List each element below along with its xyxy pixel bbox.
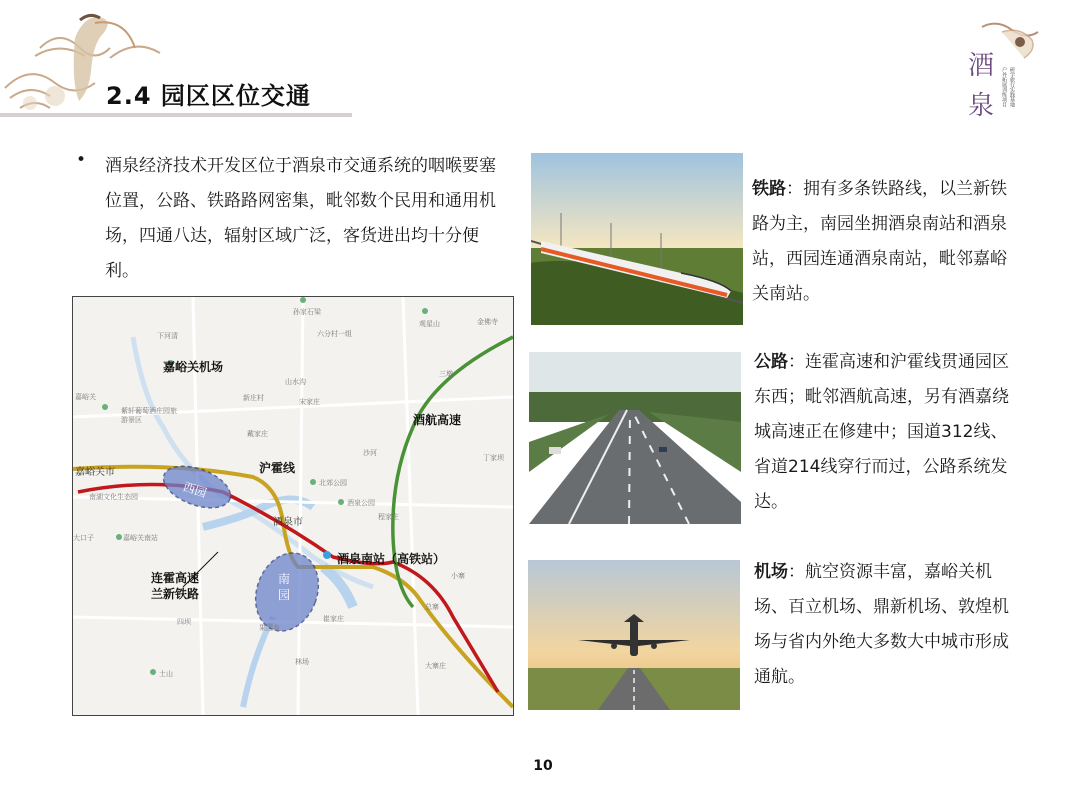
railway-description xyxy=(752,172,1014,312)
map-small-label: 土山 xyxy=(159,670,173,678)
highway-heading: 公路 xyxy=(754,352,788,372)
map-small-label: 崔家庄 xyxy=(323,615,344,623)
title-underline xyxy=(0,113,352,117)
intro-paragraph: 酒泉经济技术开发区位于酒泉市交通系统的咽喉要塞位置，公路、铁路路网密集，毗邻数个民用和通用机场，四通八达，辐射区域广泛，客货进出均十分便利。 xyxy=(105,156,496,281)
highway-description xyxy=(754,345,1016,520)
map-label-jiuhang: 酒航高速 xyxy=(413,413,462,427)
svg-text:户外拓展训练项目: 户外拓展训练项目 xyxy=(1001,67,1007,107)
map-label-jiayuguan-city: 嘉峪关市 xyxy=(75,467,115,478)
map-small-label: 金佛寺 xyxy=(477,318,498,326)
map-small-label: 新庄村 xyxy=(243,394,264,402)
map-small-label: 沙河 xyxy=(363,449,377,457)
map-small-label: 丁家坝 xyxy=(483,454,504,462)
map-label-airport: 嘉峪关机场 xyxy=(163,360,224,374)
page-number: 10 xyxy=(533,758,553,774)
svg-text:研学旅行实践基地: 研学旅行实践基地 xyxy=(1009,67,1015,107)
map-label-south-park: 南园 xyxy=(278,572,291,602)
railway-photo xyxy=(531,153,743,325)
map-label-west-park: 西园 xyxy=(181,479,209,501)
svg-text:泉: 泉 xyxy=(968,91,995,121)
railway-body: ：拥有多条铁路线，以兰新铁路为主，南园坐拥酒泉南站和酒泉站，西园连通酒泉南站，毗邻嘉峪关南站。 xyxy=(752,179,1007,304)
map-small-label: 紫轩葡萄酒庄园旅游景区 xyxy=(121,407,177,424)
map-label-huhuo: 沪霍线 xyxy=(259,461,296,475)
highway-photo xyxy=(529,352,741,524)
intro-bullet: • xyxy=(76,150,87,170)
map-small-label: 程家庄 xyxy=(378,513,399,521)
svg-text:酒: 酒 xyxy=(968,51,995,81)
jiuquan-logo xyxy=(962,22,1040,134)
airport-heading: 机场 xyxy=(754,562,788,582)
map-small-label: 南湖文化生态园 xyxy=(89,493,138,501)
map-small-label: 观星山 xyxy=(419,320,440,328)
map-small-label: 酒泉公园 xyxy=(347,499,375,507)
railway-heading: 铁路 xyxy=(752,179,786,199)
map-small-label: 三墩 xyxy=(439,370,453,378)
map-small-label: 戴家庄 xyxy=(247,430,268,438)
map-small-label: 大口子 xyxy=(73,534,94,542)
map-label-south-station: 酒泉南站（高铁站） xyxy=(337,552,446,566)
map-small-label: 宋家庄 xyxy=(299,398,320,406)
map-small-label: 下河清 xyxy=(157,332,178,340)
highway-body: ：连霍高速和沪霍线贯通园区东西；毗邻酒航高速，另有酒嘉绕城高速正在修建中；国道312线、省道214线穿行而过，公路系统发达。 xyxy=(754,352,1009,512)
map-small-label: 总寨 xyxy=(425,603,439,611)
map-small-label: 林场 xyxy=(295,658,309,666)
airplane-photo xyxy=(528,560,740,710)
map-small-label: 北郊公园 xyxy=(319,479,347,487)
map-small-label: 孙家石梁 xyxy=(293,308,321,316)
map-label-city: 酒泉市 xyxy=(273,517,303,528)
map-small-label: 六分村一组 xyxy=(317,330,352,338)
airport-description xyxy=(754,555,1016,695)
map-label-lanxin-railway: 兰新铁路 xyxy=(151,587,200,601)
map-small-label: 四坝 xyxy=(177,618,191,626)
map-small-label: 嘉峪关 xyxy=(75,393,96,401)
map-small-label: 山水沟 xyxy=(285,378,306,386)
location-map xyxy=(72,296,514,716)
map-label-lianhuo-expressway: 连霍高速 xyxy=(151,571,200,585)
map-small-label: 大寨庄 xyxy=(425,662,446,670)
map-small-label: 果园乡 xyxy=(259,624,280,632)
page-title: 2.4 园区区位交通 xyxy=(106,82,311,110)
map-small-label: 嘉峪关南站 xyxy=(123,534,158,542)
map-small-label: 小寨 xyxy=(451,572,465,580)
airport-body: ：航空资源丰富，嘉峪关机场、百立机场、鼎新机场、敦煌机场与省内外绝大多数大中城市形成通航。 xyxy=(754,562,1009,687)
